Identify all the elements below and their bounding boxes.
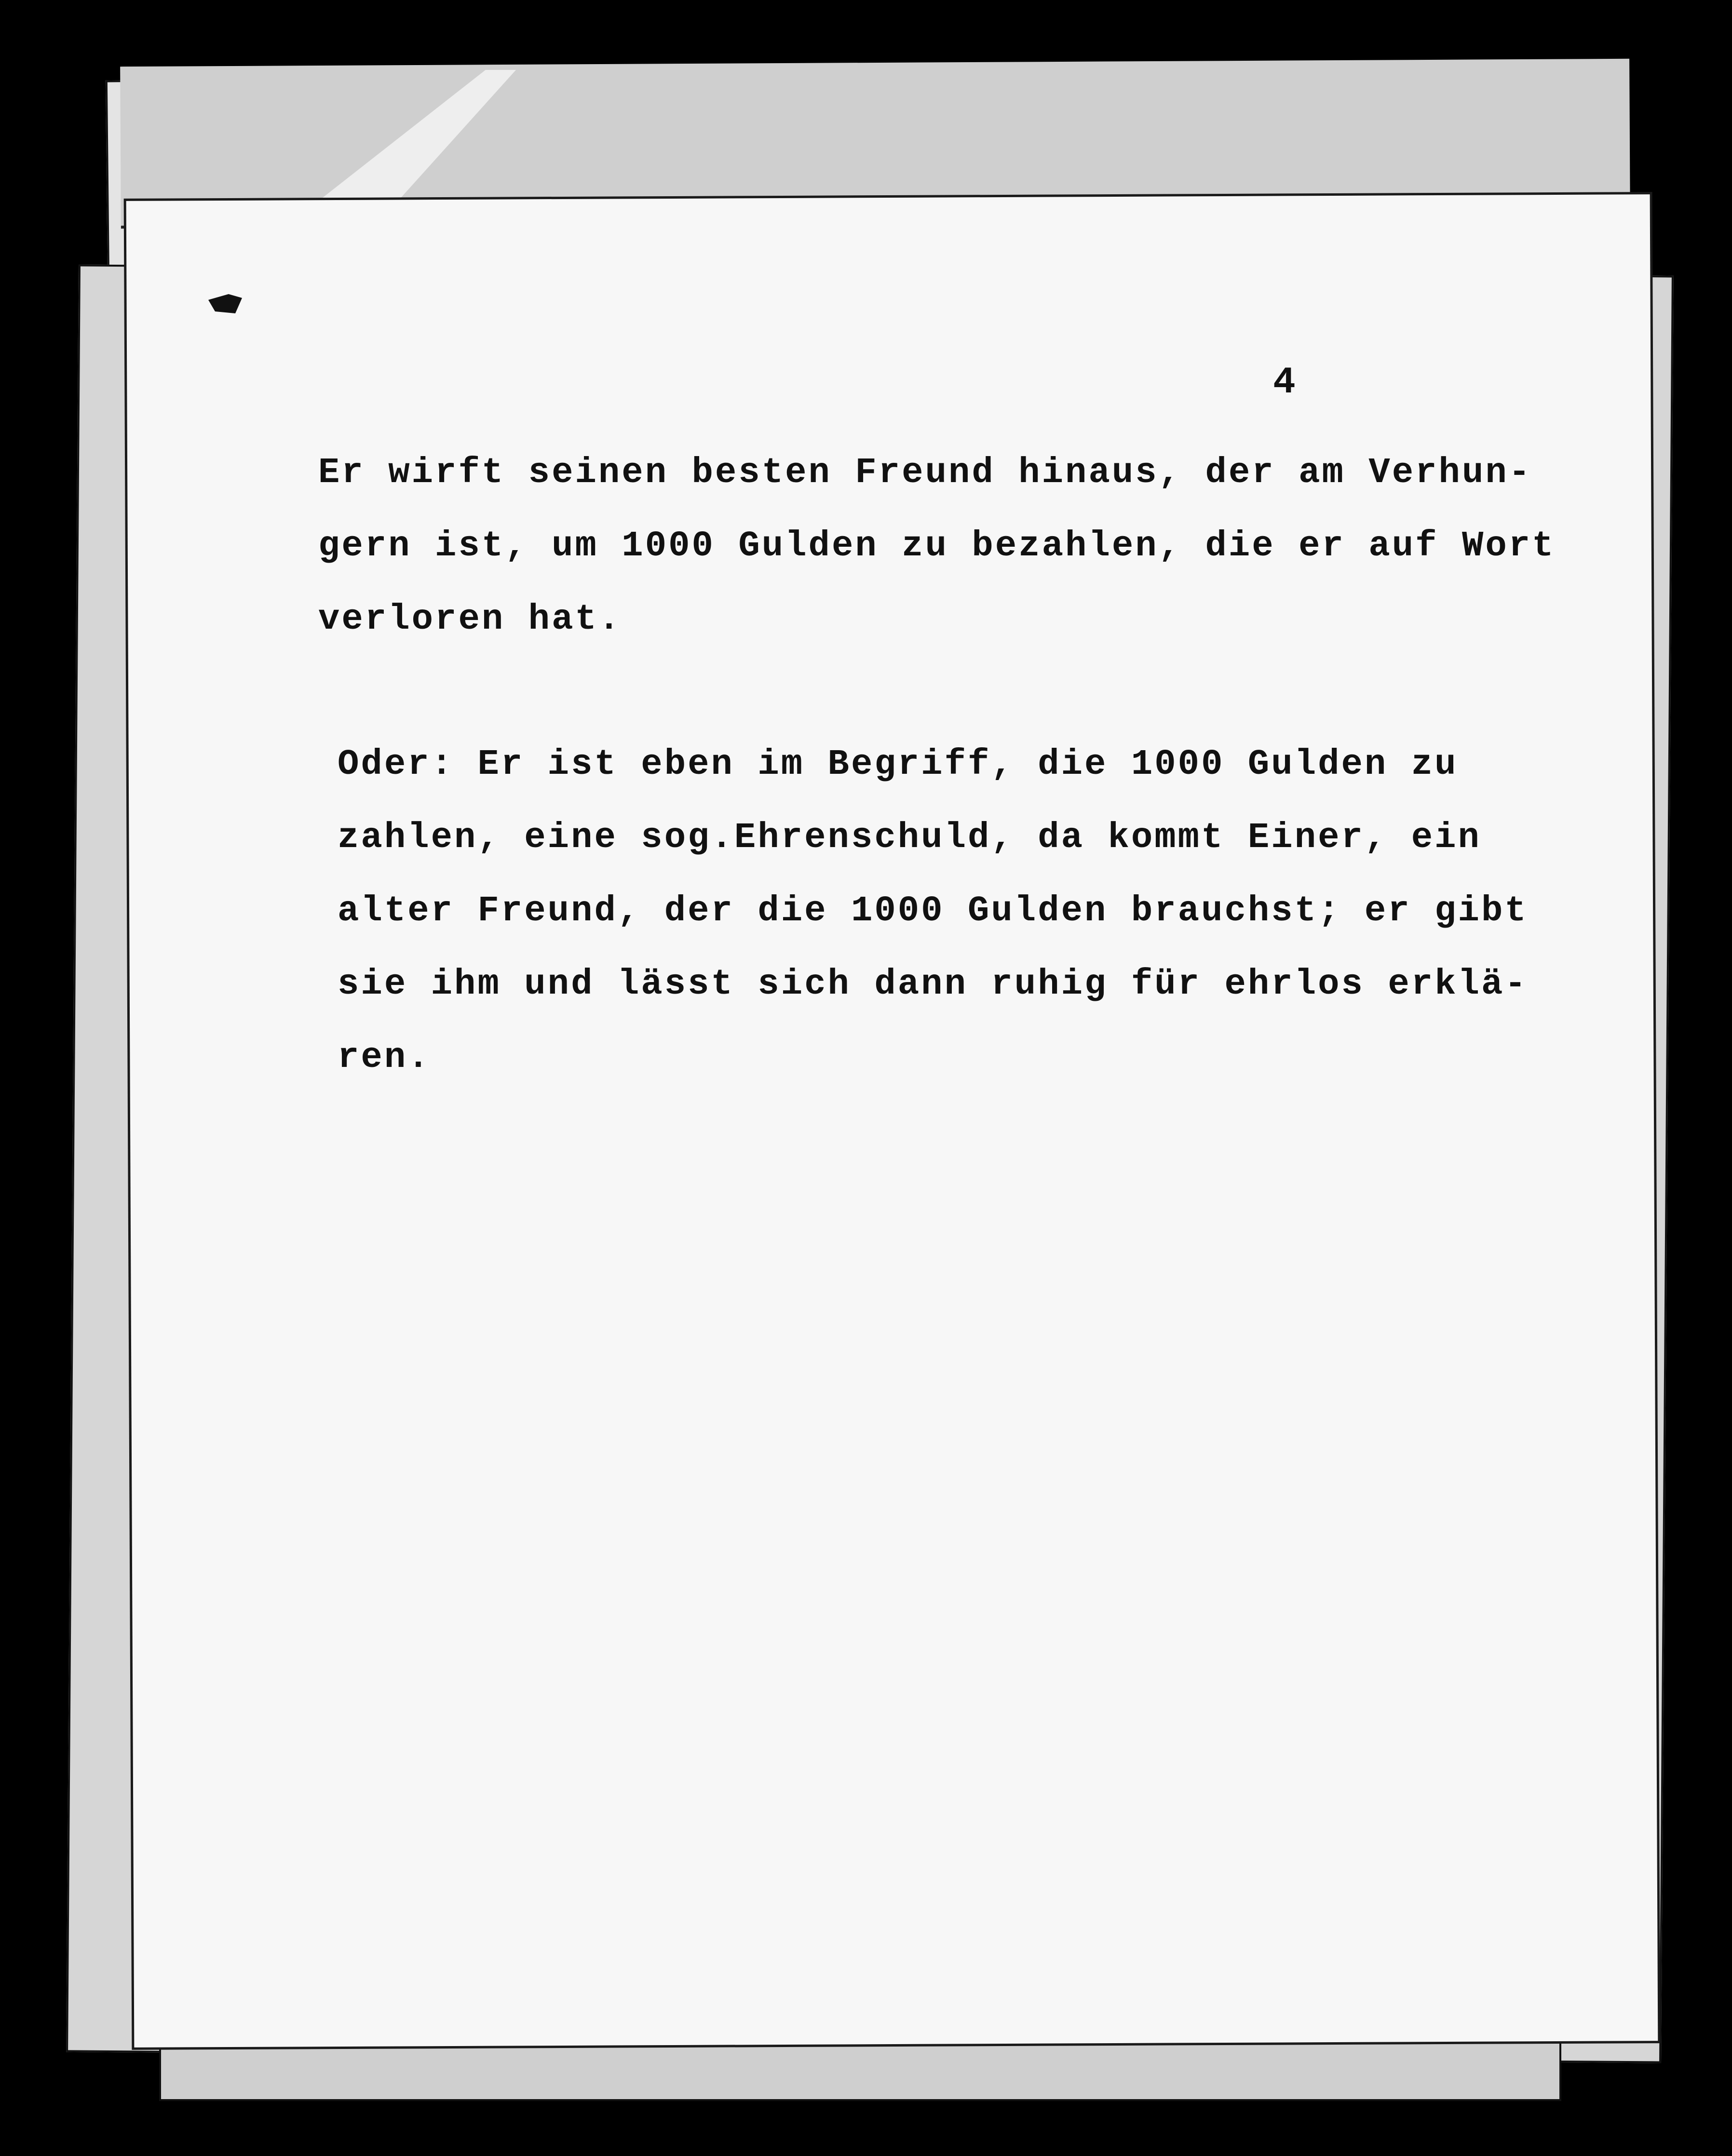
text-line: Oder: Er ist eben im Begriff, die 1000 Gulden zu (338, 744, 1458, 785)
text-line: verloren hat. (318, 599, 622, 640)
paragraph-1 (318, 436, 1556, 656)
text-line: zahlen, eine sog.Ehrenschuld, da kommt Einer, ein (338, 818, 1481, 858)
page-number: 4 (1273, 362, 1296, 404)
paragraph-2 (338, 728, 1528, 1094)
text-line: alter Freund, der die 1000 Gulden brauchst; er gibt (338, 891, 1528, 931)
text-line: ren. (338, 1038, 431, 1078)
text-line: gern ist, um 1000 Gulden zu bezahlen, die er auf Wort (318, 526, 1556, 566)
text-line: sie ihm und lässt sich dann ruhig für ehrlos erklä- (338, 964, 1528, 1005)
text-line: Er wirft seinen besten Freund hinaus, der am Verhun- (318, 453, 1532, 493)
